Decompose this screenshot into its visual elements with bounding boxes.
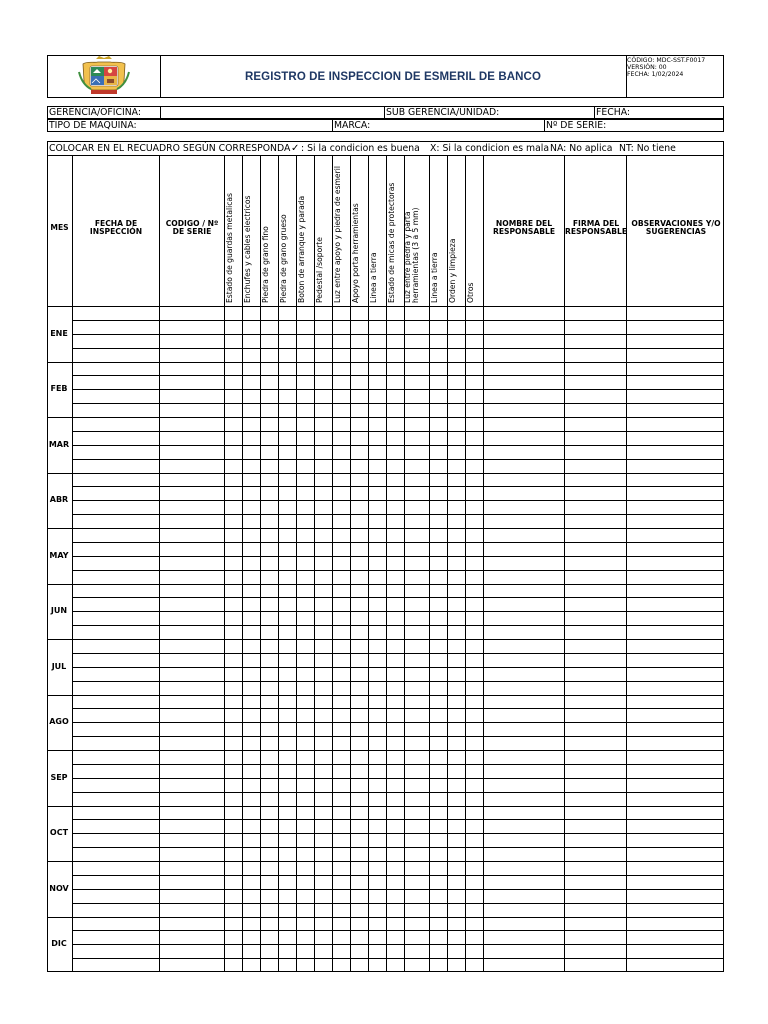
logo-cell (48, 56, 161, 97)
col-header-firma: FIRMA DEL RESPONSABLE (565, 219, 628, 236)
info-row-maquina (47, 119, 724, 132)
month-label: JUN (50, 606, 68, 616)
form-title: REGISTRO DE INSPECCION DE ESMERIL DE BANCO (245, 70, 541, 83)
col-header-criterion: Estado de guardas metalicas (225, 193, 234, 303)
month-label: SEP (50, 772, 68, 782)
month-label: MAR (48, 439, 70, 449)
marca-label: MARCA: (334, 120, 371, 131)
legend-row (47, 141, 724, 156)
title-cell (160, 56, 627, 97)
month-label: DIC (51, 939, 67, 949)
document-code: CÓDIGO: MDC-SST.F0017 (627, 57, 706, 64)
col-header-criterion: Luz entre apoyo y piedra de esmeril (333, 166, 342, 303)
col-header-criterion: Luz entre piedra y parta herramientas (3 a 5 mm) (403, 207, 420, 303)
document-control-info (627, 57, 723, 78)
col-header-criterion: Linea a tierra (430, 252, 439, 303)
serie-label: Nº DE SERIE: (546, 120, 607, 131)
col-header-criterion: Estado de micas de protectoras (387, 182, 396, 303)
legend-good: : Si la condicion es buena (301, 143, 420, 154)
form-header (47, 55, 724, 98)
month-label: AGO (49, 717, 69, 727)
col-header-criterion: Piedra de grano fino (261, 226, 270, 303)
col-header-observaciones: OBSERVACIONES Y/O SUGERENCIAS (631, 219, 721, 236)
info-row-gerencia (47, 106, 724, 119)
legend-instruction: COLOCAR EN EL RECUADRO SEGÚN CORRESPONDA (49, 143, 291, 154)
month-label: OCT (49, 828, 69, 838)
col-header-fecha: FECHA DE INSPECCIÓN (89, 219, 143, 236)
col-header-criterion: Orden y limpieza (448, 238, 457, 303)
tipo-maquina-label: TIPO DE MAQUINA: (49, 120, 137, 131)
inspection-table (47, 155, 724, 972)
coat-of-arms-logo (48, 56, 160, 97)
month-label: JUL (51, 661, 67, 671)
col-header-criterion: Otros (466, 282, 475, 303)
subgerencia-label: SUB GERENCIA/UNIDAD: (386, 107, 500, 118)
month-label: NOV (49, 883, 69, 893)
month-label: FEB (50, 384, 68, 394)
col-header-criterion: Apoyo porta herramientas (351, 203, 360, 303)
gerencia-label: GERENCIA/OFICINA: (49, 107, 142, 118)
month-label: ENE (50, 328, 68, 338)
legend-na: NA: No aplica (550, 143, 613, 154)
check-icon: ✓ (291, 143, 300, 154)
col-header-criterion: Piedra de grano grueso (279, 214, 288, 303)
col-header-criterion: Boton de arranque y parada (297, 195, 306, 303)
col-header-codigo: CODIGO / Nº DE SERIE (165, 219, 219, 236)
col-header-mes: MES (50, 223, 69, 232)
month-label: MAY (49, 550, 69, 560)
document-date: FECHA: 1/02/2024 (627, 71, 684, 78)
col-header-criterion: Linea a tierra (369, 252, 378, 303)
table-grid-lines (47, 155, 724, 972)
document-version: VERSIÓN: 00 (627, 64, 667, 71)
month-label: ABR (49, 495, 69, 505)
col-header-criterion: Enchufes y cables electricos (243, 195, 252, 303)
col-header-nombre: NOMBRE DEL RESPONSABLE (492, 219, 556, 236)
col-header-criterion: Pedestal /soporte (315, 237, 324, 303)
legend-nt: NT: No tiene (619, 143, 676, 154)
legend-bad: X: Si la condicion es mala (430, 143, 550, 154)
fecha-label: FECHA: (596, 107, 631, 118)
